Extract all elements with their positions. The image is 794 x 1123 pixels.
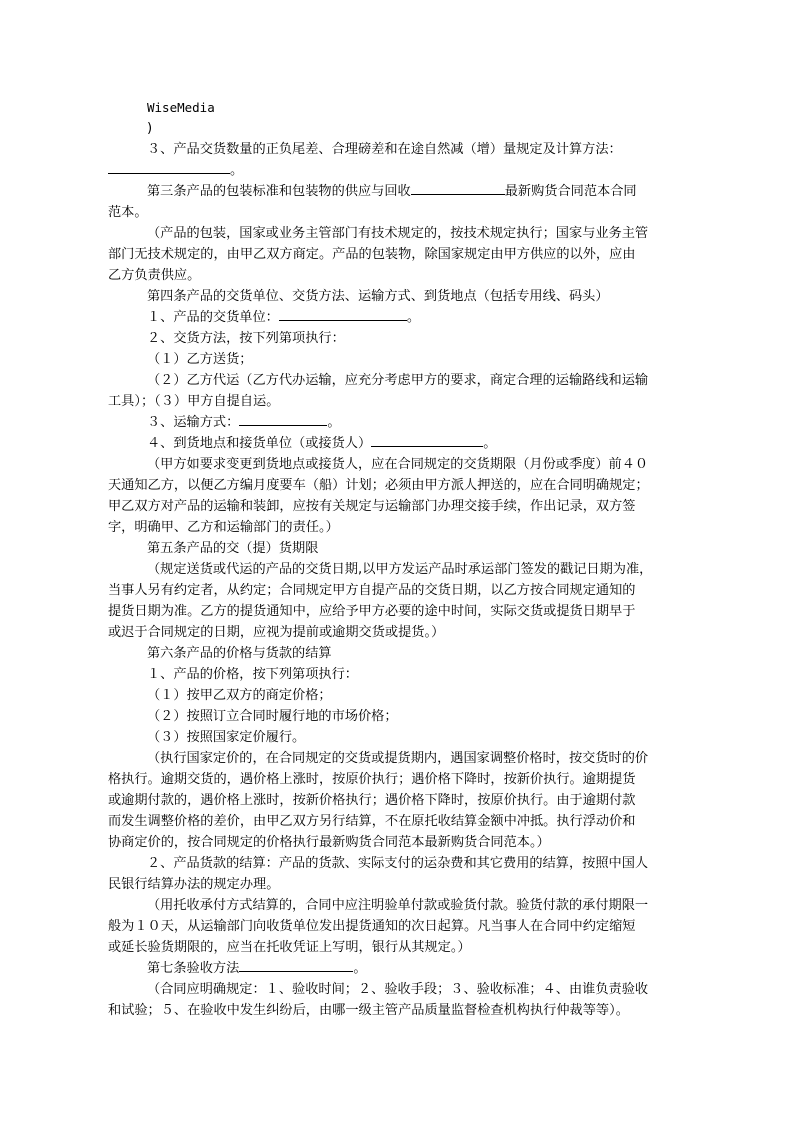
article6-note: （执行国家定价的，在合同规定的交货或提货期内，遇国家调整价格时，按交货时的价 xyxy=(147,751,649,766)
article5-title: 第五条产品的交（提）货期限 xyxy=(147,541,319,556)
fill-in-blank xyxy=(371,433,483,447)
article4-note: 甲乙双方对产品的运输和装卸，应按有关规定与运输部门办理交接手续，作出记录，双方签 xyxy=(108,499,636,514)
article3-note: 乙方负责供应。 xyxy=(108,268,201,283)
article6-note: 或逾期付款的，遇价格上涨时，按新价格执行；遇价格下降时，按原价执行。由于逾期付款 xyxy=(108,793,636,808)
article3-note: 部门无技术规定的，由甲乙双方商定。产品的包装物，除国家规定由甲方供应的以外，应由 xyxy=(108,247,636,262)
clause3-item3-continuation: 。 xyxy=(108,160,688,181)
article6-item1-option: （２）按照订立合同时履行地的市场价格； xyxy=(147,709,398,724)
article4-note: 字，明确甲、乙方和运输部门的责任。） xyxy=(108,520,339,535)
article5-note: 或迟于合同规定的日期，应视为提前或逾期交货或提货。） xyxy=(108,625,445,640)
article5-note: （规定送货或代运的产品的交货日期,以甲方发运产品时承运部门签发的戳记日期为准， xyxy=(147,562,653,577)
article3-title: 第三条产品的包装标准和包装物的供应与回收 最新购货合同范本合同 xyxy=(147,181,688,202)
article7-note: 和试验；５、在验收中发生纠纷后，由哪一级主管产品质量监督检查机构执行仲裁等等）。 xyxy=(108,1003,629,1018)
article6-note: 而发生调整价格的差价，由甲乙双方另行结算，不在原托收结算金额中冲抵。执行浮动价和 xyxy=(108,814,636,829)
closing-paren: ) xyxy=(147,121,153,136)
article5-note: 提货日期为准。乙方的提货通知中，应给予甲方必要的途中时间，实际交货或提货日期早于 xyxy=(108,604,636,619)
article6-item1-option: （１）按甲乙双方的商定价格； xyxy=(147,688,332,703)
article6-item2: ２、产品货款的结算：产品的货款、实际支付的运杂费和其它费用的结算，按照中国人 xyxy=(147,856,649,871)
fill-in-blank xyxy=(108,160,230,174)
article4-item2-option: （１）乙方送货； xyxy=(147,352,253,367)
article3-note: （产品的包装，国家或业务主管部门有技术规定的，按技术规定执行；国家与业务主管 xyxy=(147,226,649,241)
fill-in-blank xyxy=(411,181,505,195)
article6-note2: （用托收承付方式结算的，合同中应注明验单付款或验货付款。验货付款的承付期限一 xyxy=(147,898,649,913)
article3-title-end: 范本。 xyxy=(108,205,148,220)
source-label: WiseMedia xyxy=(147,100,215,115)
article4-item2: ２、交货方法，按下列第项执行： xyxy=(147,331,345,346)
article6-item2: 民银行结算办法的规定办理。 xyxy=(108,877,280,892)
article4-item1: １、产品的交货单位： 。 xyxy=(147,307,688,328)
article4-title: 第四条产品的交货单位、交货方法、运输方式、到货地点（包括专用线、码头） xyxy=(147,289,609,304)
article5-note: 当事人另有约定者，从约定；合同规定甲方自提产品的交货日期，以乙方按合同规定通知的 xyxy=(108,583,636,598)
article4-note: （甲方如要求变更到货地点或接货人，应在合同规定的交货期限（月份或季度）前４０ xyxy=(147,457,649,472)
article6-note: 格执行。逾期交货的，遇价格上涨时，按原价执行；遇价格下降时，按新价执行。逾期提货 xyxy=(108,772,636,787)
article4-item3: ３、运输方式： 。 xyxy=(147,412,688,433)
fill-in-blank xyxy=(279,307,407,321)
article4-item4: ４、到货地点和接货单位（或接货人） 。 xyxy=(147,433,688,454)
article7-title: 第七条验收方法 。 xyxy=(147,958,688,979)
article7-note: （合同应明确规定：１、验收时间；２、验收手段；３、验收标准；４、由谁负责验收 xyxy=(147,982,649,997)
article4-item2-option-cont: 工具）；（３）甲方自提自运。 xyxy=(108,394,280,409)
article4-note: 天通知乙方，以便乙方编月度要车（船）计划；必须由甲方派人押送的，应在合同明确规定； xyxy=(108,478,649,493)
article6-note: 协商定价的，按合同规定的价格执行最新购货合同范本最新购货合同范本。） xyxy=(108,835,550,850)
article6-item1: １、产品的价格，按下列第项执行： xyxy=(147,667,358,682)
fill-in-blank xyxy=(239,958,353,972)
fill-in-blank xyxy=(239,412,327,426)
article6-note2: 或延长验货期限的，应当在托收凭证上写明，银行从其规定。） xyxy=(108,940,471,955)
clause3-item3: ３、产品交货数量的正负尾差、合理磅差和在途自然减（增）量规定及计算方法： xyxy=(147,142,622,157)
article4-item2-option: （２）乙方代运（乙方代办运输，应充分考虑甲方的要求，商定合理的运输路线和运输 xyxy=(147,373,649,388)
article6-item1-option: （３）按照国家定价履行。 xyxy=(147,730,306,745)
article6-note2: 般为１０天，从运输部门向收货单位发出提货通知的次日起算。凡当事人在合同中约定缩短 xyxy=(108,919,636,934)
article6-title: 第六条产品的价格与货款的结算 xyxy=(147,646,332,661)
